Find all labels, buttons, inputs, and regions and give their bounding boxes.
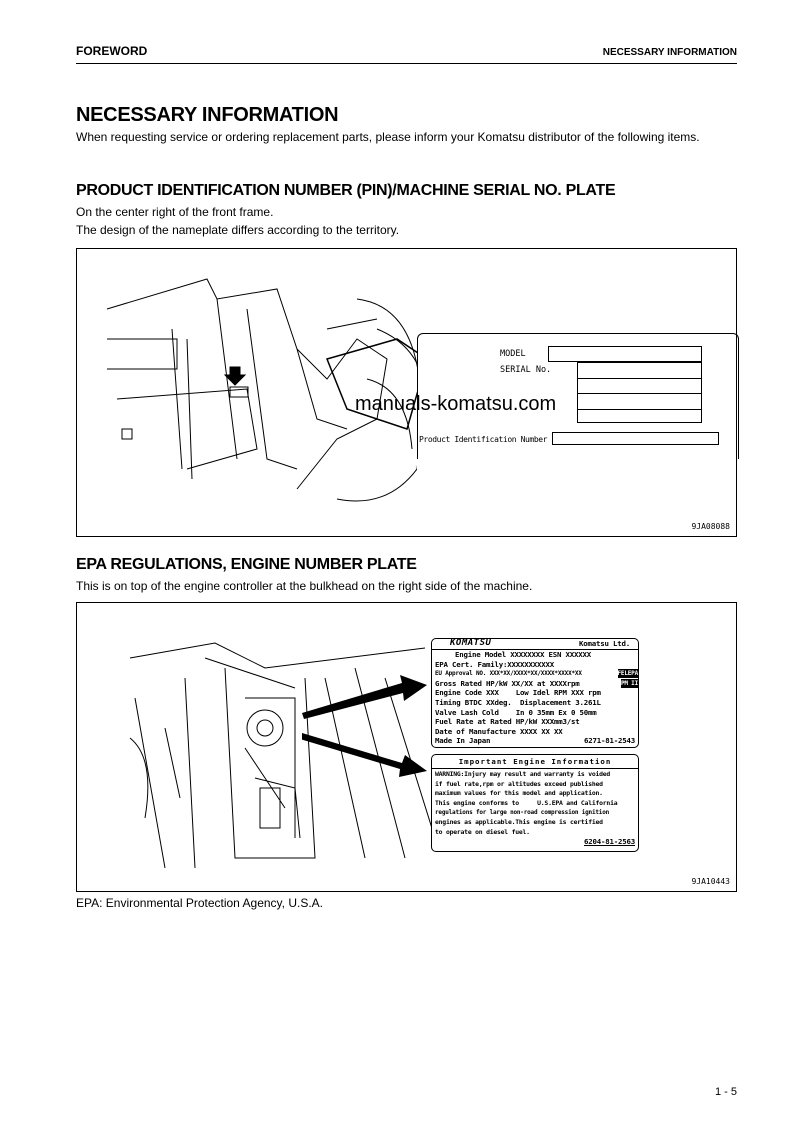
intro-text: When requesting service or ordering replacement parts, please inform your Komatsu distributor of the following items. <box>76 130 700 144</box>
model-field <box>548 346 702 362</box>
watermark: manuals-komatsu.com <box>355 393 557 415</box>
plate-row: Fuel Rate at Rated HP/kW XXXmm3/st <box>435 717 580 727</box>
plate-row: Valve Lash Cold In 0 35mm Ex 0 50mm <box>435 707 597 717</box>
plate-made-in: Made In Japan <box>435 736 491 746</box>
plate-model-label: MODEL <box>500 349 526 359</box>
pin-line-1: On the center right of the front frame. <box>76 205 274 219</box>
header-left: FOREWORD <box>76 44 148 58</box>
plate2-row: if fuel rate,rpm or altitudes exceed published <box>435 779 603 788</box>
komatsu-logo: KOMATSU <box>450 638 492 648</box>
plate-row: Date of Manufacture XXXX XX XX <box>435 726 563 736</box>
pointer-arrows <box>302 653 432 783</box>
plate-row: Engine Code XXX Low Idel RPM XXX rpm <box>435 688 601 698</box>
plate-row: Gross Rated HP/kW XX/XX at XXXXrpm <box>435 678 580 688</box>
engine-info-plate <box>431 638 639 748</box>
header-right: NECESSARY INFORMATION <box>602 47 737 58</box>
serial-fields <box>577 362 702 423</box>
plate-tag-felepa: FELEPA <box>617 670 638 677</box>
plate2-part-no: 6204-81-2563 <box>584 837 635 847</box>
epa-heading: EPA REGULATIONS, ENGINE NUMBER PLATE <box>76 556 417 573</box>
plate-row: EPA Cert. Family:XXXXXXXXXXX <box>435 659 554 669</box>
epa-note: EPA: Environmental Protection Agency, U.S.A. <box>76 896 324 910</box>
plate2-row: engines as applicable.This engine is certified <box>435 817 603 826</box>
plate-row: EU Approval NO. XXX*XX/XXXX*XX/XXXX*XXXX*XX <box>435 670 582 678</box>
plate2-row: regulations for large non-road compression ignition <box>435 809 610 817</box>
epa-line: This is on top of the engine controller at the bulkhead on the right side of the machine. <box>76 579 533 593</box>
page-title: NECESSARY INFORMATION <box>76 104 339 126</box>
plate-part-no: 6271-81-2543 <box>584 736 635 746</box>
plate-tag-pm: PM II <box>620 680 638 687</box>
plate2-row: maximum values for this model and application. <box>435 789 603 798</box>
plate2-title: Important Engine Information <box>432 755 638 769</box>
header-rule <box>76 63 737 64</box>
plate2-row: WARNING:Injury may result and warranty is voided <box>435 770 611 778</box>
figure-code: 9JA10443 <box>691 877 730 886</box>
figure-code: 9JA08088 <box>691 522 730 531</box>
plate-row: Timing BTDC XXdeg. Displacement 3.261L <box>435 697 601 707</box>
page-number: 1 - 5 <box>714 1086 737 1098</box>
front-frame-illustration <box>97 269 417 509</box>
pin-heading: PRODUCT IDENTIFICATION NUMBER (PIN)/MACHINE SERIAL NO. PLATE <box>76 182 616 199</box>
plate-company: Komatsu Ltd. <box>579 639 630 648</box>
pin-field <box>552 432 719 445</box>
plate-row: Engine Model XXXXXXXX ESN XXXXXX <box>455 650 591 659</box>
epa-figure <box>76 602 737 892</box>
plate2-row: This engine conforms to U.S.EPA and California <box>435 798 618 807</box>
plate-serial-label: SERIAL No. <box>500 365 552 375</box>
plate-pin-label: Product Identification Number <box>419 435 548 444</box>
pin-line-2: The design of the nameplate differs according to the territory. <box>76 223 400 237</box>
important-engine-info-plate <box>431 754 639 852</box>
plate2-row: to operate on diesel fuel. <box>435 827 530 836</box>
